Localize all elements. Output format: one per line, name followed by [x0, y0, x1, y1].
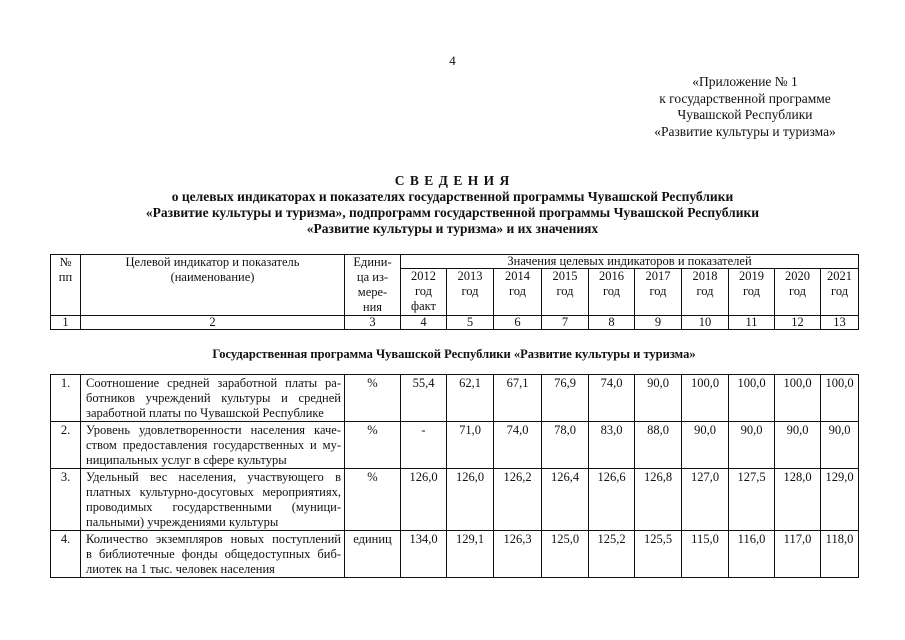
- value-2012: 55,4: [401, 375, 447, 422]
- indicator-name: [81, 531, 345, 578]
- indicator-name-line: ством предоставления государственных и му-: [86, 438, 341, 452]
- year-label: год: [602, 284, 621, 299]
- indicator-column-header: [81, 255, 345, 316]
- value-2021: 118,0: [821, 531, 859, 578]
- column-number-row: [51, 316, 859, 330]
- unit-column-header-line: Едини-: [353, 255, 392, 269]
- year-header: [729, 269, 775, 316]
- indicator-name-line: Уровень удовлетворенности населения каче-: [86, 423, 341, 437]
- column-number: 8: [589, 316, 635, 330]
- annex-note: [640, 74, 850, 140]
- indicator-name-line: Удельный вес населения, участвующего в: [86, 470, 341, 484]
- column-number: 3: [345, 316, 401, 330]
- value-2020: 100,0: [775, 375, 821, 422]
- column-number: 10: [682, 316, 729, 330]
- value-2013: 126,0: [447, 469, 494, 531]
- document-title: [0, 173, 905, 237]
- value-2018: 100,0: [682, 375, 729, 422]
- indicator-name-line: в библиотечные фонды общедоступных биб-: [86, 547, 341, 561]
- indicators-table-header: [50, 254, 859, 330]
- annex-line: к государственной программе: [659, 90, 831, 106]
- value-2017: 90,0: [635, 375, 682, 422]
- value-2017: 125,5: [635, 531, 682, 578]
- indicator-name-line: ниципальных услуг в сфере культуры: [86, 453, 287, 467]
- value-2013: 71,0: [447, 422, 494, 469]
- year-note: факт: [410, 299, 437, 314]
- unit-cell: единиц: [345, 531, 401, 578]
- indicator-name-line: заработной платы по Чувашской Республике: [86, 406, 324, 420]
- value-2018: 90,0: [682, 422, 729, 469]
- indicator-name: [81, 422, 345, 469]
- indicator-name-line: пальными) учреждениями культуры: [86, 515, 279, 529]
- indicator-column-header-line: Целевой индикатор и показатель: [125, 255, 300, 269]
- year-value: 2018: [692, 269, 718, 284]
- year-header: [589, 269, 635, 316]
- value-2013: 62,1: [447, 375, 494, 422]
- column-number: 6: [494, 316, 542, 330]
- value-2021: 129,0: [821, 469, 859, 531]
- value-2019: 127,5: [729, 469, 775, 531]
- column-number: 13: [821, 316, 859, 330]
- indicator-column-header-line: (наименование): [170, 270, 255, 284]
- document-subtitle-line: «Развитие культуры и туризма», подпрограмм государственной программы Чувашской Республики: [145, 205, 760, 220]
- year-header: [447, 269, 494, 316]
- number-column-header: [51, 255, 81, 316]
- year-header: [682, 269, 729, 316]
- value-2020: 128,0: [775, 469, 821, 531]
- value-2018: 127,0: [682, 469, 729, 531]
- value-2014: 67,1: [494, 375, 542, 422]
- column-number: 1: [51, 316, 81, 330]
- year-header: [542, 269, 589, 316]
- year-value: 2014: [505, 269, 530, 284]
- year-label: год: [461, 284, 479, 299]
- column-number: 11: [729, 316, 775, 330]
- value-2013: 129,1: [447, 531, 494, 578]
- unit-column-header-line: мере-: [357, 285, 388, 299]
- year-value: 2021: [827, 269, 853, 284]
- column-number: 7: [542, 316, 589, 330]
- document-subtitle-line: «Развитие культуры и туризма» и их значениях: [306, 221, 599, 236]
- value-2016: 126,6: [589, 469, 635, 531]
- year-label: год: [742, 284, 761, 299]
- table-row: [51, 469, 859, 531]
- number-column-header-line: пп: [58, 270, 73, 284]
- value-2015: 125,0: [542, 531, 589, 578]
- year-header: [494, 269, 542, 316]
- values-group-header: Значения целевых индикаторов и показателей: [401, 255, 859, 269]
- value-2019: 116,0: [729, 531, 775, 578]
- year-value: 2016: [599, 269, 624, 284]
- year-value: 2017: [645, 269, 671, 284]
- table-row: [51, 531, 859, 578]
- annex-line: «Приложение № 1: [692, 74, 798, 89]
- column-number: 12: [775, 316, 821, 330]
- year-label: год: [831, 284, 849, 299]
- annex-line: «Развитие культуры и туризма»: [654, 123, 836, 139]
- year-header: [775, 269, 821, 316]
- indicator-name-line: Соотношение средней заработной платы ра-: [86, 376, 341, 390]
- value-2016: 74,0: [589, 375, 635, 422]
- unit-column-header-line: ния: [362, 300, 383, 314]
- value-2017: 88,0: [635, 422, 682, 469]
- column-number: 9: [635, 316, 682, 330]
- year-header: [635, 269, 682, 316]
- table-row: [51, 375, 859, 422]
- unit-column-header: [345, 255, 401, 316]
- value-2021: 100,0: [821, 375, 859, 422]
- year-label: год: [556, 284, 574, 299]
- value-2016: 83,0: [589, 422, 635, 469]
- value-2016: 125,2: [589, 531, 635, 578]
- value-2018: 115,0: [682, 531, 729, 578]
- value-2019: 90,0: [729, 422, 775, 469]
- row-number: 1.: [51, 375, 81, 422]
- unit-cell: %: [345, 469, 401, 531]
- year-label: год: [788, 284, 807, 299]
- year-value: 2019: [739, 269, 764, 284]
- column-number: 2: [81, 316, 345, 330]
- row-number: 4.: [51, 531, 81, 578]
- year-value: 2020: [785, 269, 810, 284]
- value-2014: 126,2: [494, 469, 542, 531]
- document-subtitle-line: о целевых индикаторах и показателях государственной программы Чувашской Республики: [171, 189, 734, 204]
- indicator-name-line: ботников учреждений культуры и средней: [86, 391, 341, 405]
- header-row: [51, 255, 859, 269]
- value-2015: 76,9: [542, 375, 589, 422]
- indicators-table-body: [50, 374, 859, 578]
- value-2020: 90,0: [775, 422, 821, 469]
- year-label: год: [508, 284, 527, 299]
- year-value: 2015: [552, 269, 578, 284]
- value-2012: 126,0: [401, 469, 447, 531]
- indicator-name-line: Количество экземпляров новых поступлений: [86, 532, 341, 546]
- indicator-name-line: лиотек на 1 тыс. человек населения: [86, 562, 275, 576]
- value-2015: 78,0: [542, 422, 589, 469]
- unit-cell: %: [345, 422, 401, 469]
- value-2019: 100,0: [729, 375, 775, 422]
- year-label: год: [696, 284, 714, 299]
- annex-line: Чувашской Республики: [677, 107, 813, 123]
- unit-column-header-line: ца из-: [356, 270, 389, 284]
- page-number: 4: [449, 53, 456, 68]
- value-2015: 126,4: [542, 469, 589, 531]
- table-row: [51, 422, 859, 469]
- number-column-header-line: №: [59, 255, 72, 269]
- year-label: год: [649, 284, 667, 299]
- unit-cell: %: [345, 375, 401, 422]
- document-heading: С В Е Д Е Н И Я: [394, 173, 511, 188]
- row-number: 2.: [51, 422, 81, 469]
- value-2020: 117,0: [775, 531, 821, 578]
- row-number: 3.: [51, 469, 81, 531]
- year-value: 2013: [457, 269, 483, 284]
- column-number: 4: [401, 316, 447, 330]
- indicator-name: [81, 469, 345, 531]
- value-2012: 134,0: [401, 531, 447, 578]
- year-label: год: [414, 284, 433, 299]
- year-header: [821, 269, 859, 316]
- indicator-name: [81, 375, 345, 422]
- value-2012: -: [401, 422, 447, 469]
- year-value: 2012: [411, 269, 436, 284]
- section-title: Государственная программа Чувашской Республики «Развитие культуры и туризма»: [212, 347, 696, 361]
- column-number: 5: [447, 316, 494, 330]
- value-2014: 74,0: [494, 422, 542, 469]
- value-2014: 126,3: [494, 531, 542, 578]
- value-2021: 90,0: [821, 422, 859, 469]
- indicator-name-line: проводимых государственными (муници-: [86, 500, 341, 514]
- year-header: [401, 269, 447, 316]
- value-2017: 126,8: [635, 469, 682, 531]
- indicator-name-line: платных культурно-досуговых мероприятиях,: [86, 485, 341, 499]
